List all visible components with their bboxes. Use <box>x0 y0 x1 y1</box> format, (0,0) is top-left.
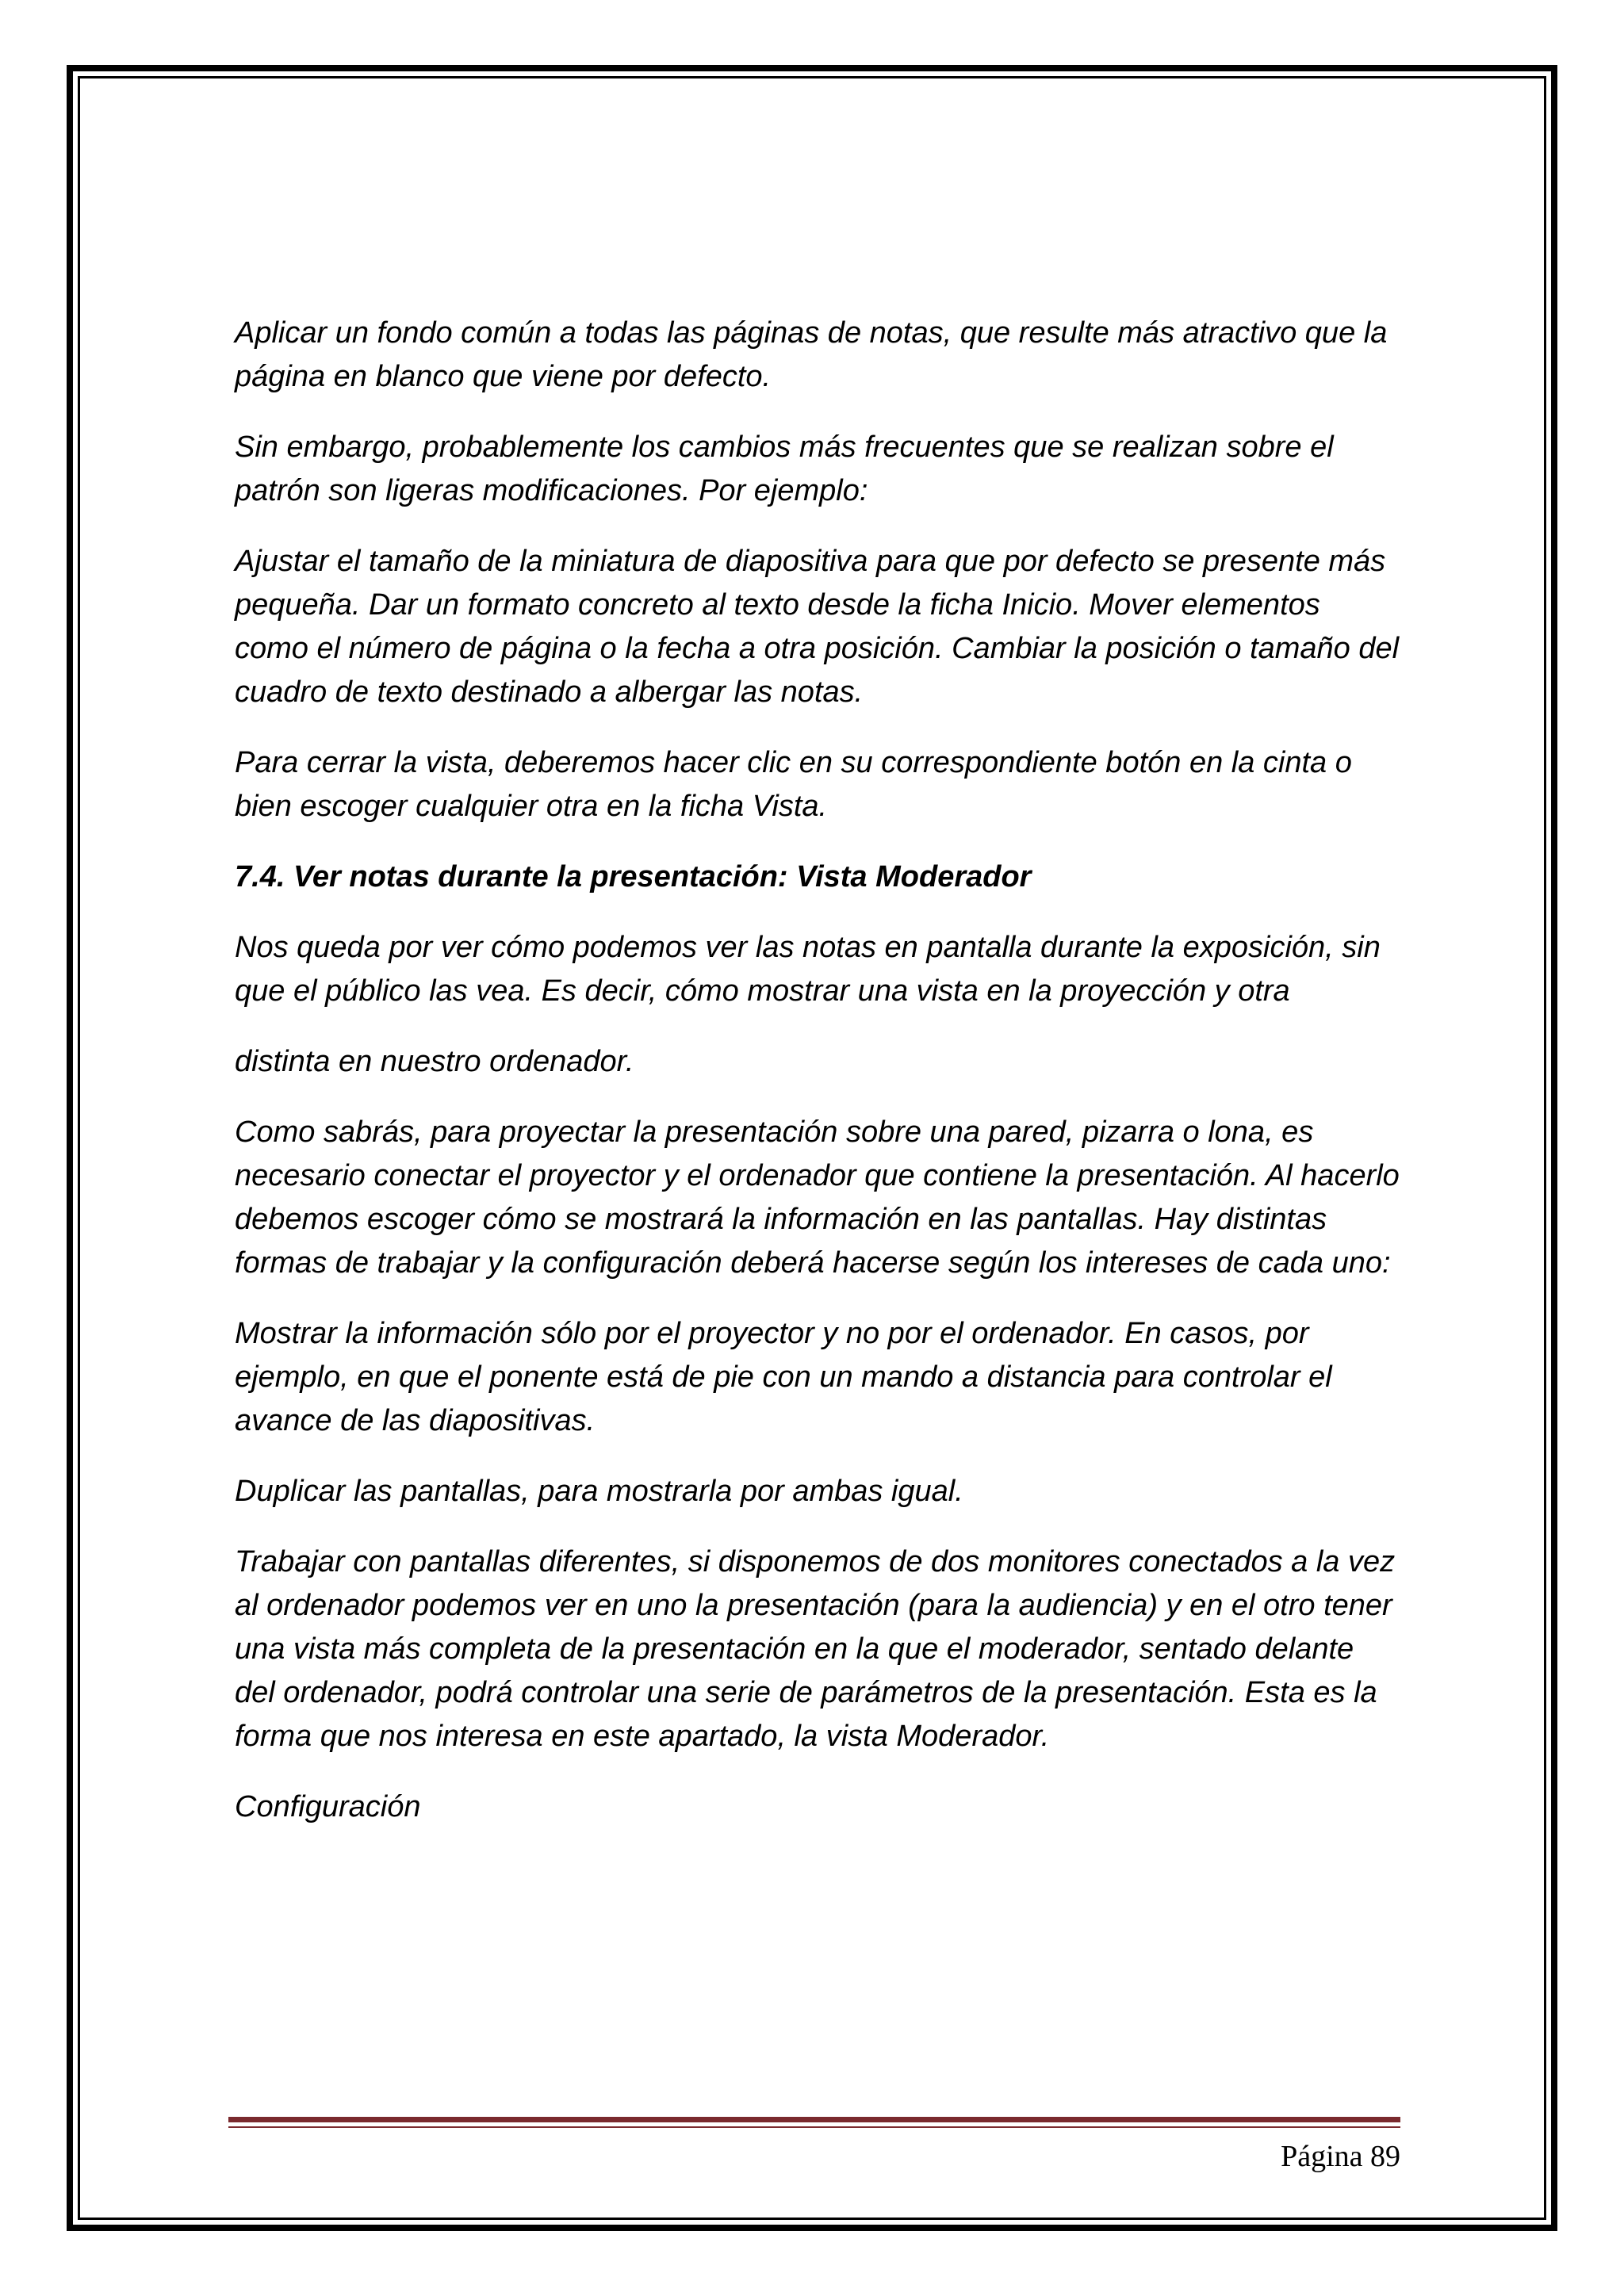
page-content <box>235 312 1400 1856</box>
paragraph: Trabajar con pantallas diferentes, si disponemos de dos monitores conectados a la vez al ordenador podemos ver en uno la presentación (para la audiencia) y en el otro tener una vista más completa de la presentación en la que el moderador, sentado delante del ordenador, podrá controlar una serie de parámetros de la presentación. Esta es la forma que nos interesa en este apartado, la vista Moderador. <box>235 1545 1396 1753</box>
paragraph: Sin embargo, probablemente los cambios más frecuentes que se realizan sobre el patrón son ligeras modificaciones. Por ejemplo: <box>235 430 1334 507</box>
page-number: Página 89 <box>1281 2140 1400 2173</box>
paragraph: Duplicar las pantallas, para mostrarla por ambas igual. <box>235 1475 963 1508</box>
paragraph: Para cerrar la vista, deberemos hacer clic en su correspondiente botón en la cinta o bien escoger cualquier otra en la ficha Vista. <box>235 746 1352 823</box>
paragraph: Como sabrás, para proyectar la presentación sobre una pared, pizarra o lona, es necesario conectar el proyector y el ordenador que contiene la presentación. Al hacerlo debemos escoger cómo se mostrará la información en las pantallas. Hay distintas formas de trabajar y la configuración deberá hacerse según los intereses de cada uno: <box>235 1115 1400 1280</box>
paragraph: Aplicar un fondo común a todas las páginas de notas, que resulte más atractivo que la página en blanco que viene por defecto. <box>235 316 1388 393</box>
paragraph: distinta en nuestro ordenador. <box>235 1045 634 1078</box>
footer-rule <box>228 2117 1400 2122</box>
footer-rule-thin <box>228 2126 1400 2128</box>
paragraph: Mostrar la información sólo por el proyector y no por el ordenador. En casos, por ejemplo, en que el ponente está de pie con un mando a distancia para controlar el avance de las diapositivas. <box>235 1317 1332 1437</box>
paragraph: Configuración <box>235 1790 421 1823</box>
paragraph: Ajustar el tamaño de la miniatura de diapositiva para que por defecto se presente más pequeña. Dar un formato concreto al texto desde la ficha Inicio. Mover elementos como el número de página o la fecha a otra posición. Cambiar la posición o tamaño del cuadro de texto destinado a albergar las notas. <box>235 545 1400 709</box>
paragraph: Nos queda por ver cómo podemos ver las notas en pantalla durante la exposición, sin que el público las vea. Es decir, cómo mostrar una vista en la proyección y otra <box>235 931 1381 1008</box>
section-heading: 7.4. Ver notas durante la presentación: Vista Moderador <box>235 860 1032 894</box>
